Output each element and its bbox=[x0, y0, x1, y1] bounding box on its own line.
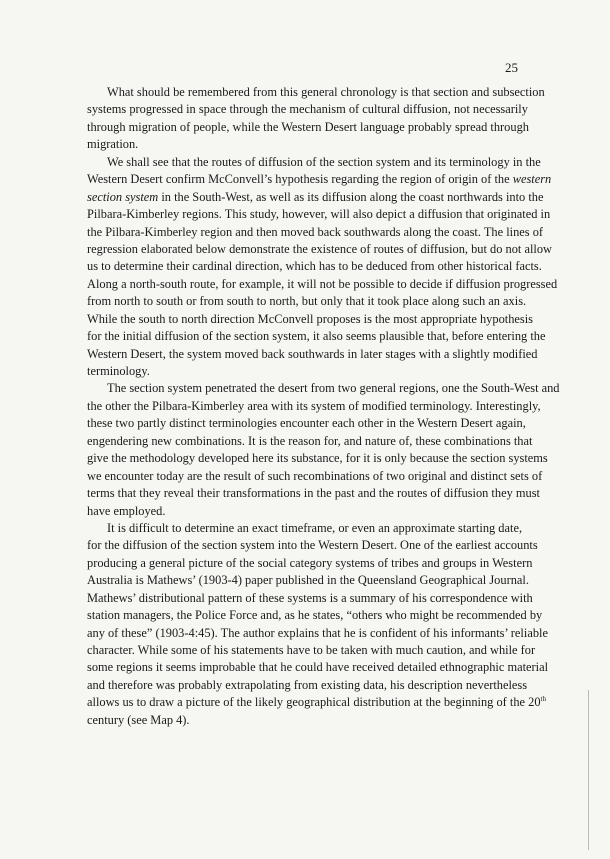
text-line bbox=[87, 503, 519, 520]
text-span: we encounter today are the result of such recombinations of two original and distinct sets of bbox=[87, 468, 543, 483]
text-span: terms that they reveal their transformations in the past and the routes of diffusion they must bbox=[87, 486, 540, 501]
page-edge-line bbox=[588, 690, 589, 850]
text-span: What should be remembered from this general chronology is that section and subsection bbox=[107, 85, 545, 99]
text-span: and therefore was probably extrapolating from existing data, his description nevertheless bbox=[87, 677, 528, 692]
text-line bbox=[87, 572, 529, 589]
text-span: Western Desert confirm McConvell’s hypothesis regarding the region of origin of the bbox=[87, 172, 513, 187]
text-line bbox=[87, 258, 542, 275]
text-span: have employed. bbox=[87, 503, 166, 518]
text-line bbox=[87, 485, 540, 502]
text-line bbox=[87, 450, 548, 467]
text-line bbox=[87, 468, 543, 485]
text-line bbox=[87, 712, 519, 729]
page-number: 25 bbox=[505, 60, 518, 75]
text-line bbox=[87, 84, 545, 101]
text-line bbox=[87, 415, 526, 432]
text-span: these two partly distinct terminologies encounter each other in the Western Desert again, bbox=[87, 416, 526, 431]
text-span: engendering new combinations. It is the reason for, and nature of, these combinations that bbox=[87, 433, 533, 448]
text-line bbox=[87, 555, 533, 572]
text-span: The section system penetrated the desert from two general regions, one the South-West and bbox=[107, 381, 560, 396]
text-span: some regions it seems improbable that he could have received detailed ethnographic material bbox=[87, 660, 549, 675]
text-line bbox=[87, 328, 546, 345]
italic-text: western bbox=[512, 172, 552, 187]
text-span: terminology. bbox=[87, 364, 150, 378]
text-span: We shall see that the routes of diffusion of the section system and its terminology in the bbox=[107, 154, 541, 169]
text-span: give the methodology developed here its substance, for it is only because the section systems bbox=[87, 451, 548, 466]
text-span: station managers, the Police Force and, as he states, “others who might be recommended by bbox=[87, 608, 543, 623]
paragraph bbox=[87, 520, 549, 729]
text-line bbox=[87, 311, 533, 328]
text-line bbox=[87, 677, 528, 694]
text-line bbox=[87, 119, 529, 136]
text-line bbox=[87, 642, 536, 659]
text-line bbox=[87, 154, 541, 171]
text-line bbox=[87, 625, 548, 642]
text-line bbox=[87, 363, 519, 380]
text-line bbox=[87, 398, 541, 415]
text-span: century (see Map 4). bbox=[87, 712, 190, 727]
text-line bbox=[87, 136, 519, 153]
text-line bbox=[87, 520, 523, 537]
text-line bbox=[87, 206, 551, 223]
italic-text: section system bbox=[87, 189, 159, 204]
text-span: Mathews’ distributional pattern of these systems is a summary of his correspondence with bbox=[87, 590, 533, 605]
text-span: in the South-West, as well as its diffusion along the coast northwards into the bbox=[158, 189, 544, 204]
text-span: Western Desert, the system moved back southwards in later stages with a slightly modified bbox=[87, 346, 538, 361]
text-line bbox=[87, 659, 549, 676]
text-span: While the south to north direction McConvell proposes is the most appropriate hypothesis bbox=[87, 311, 533, 326]
text-line bbox=[87, 590, 533, 607]
text-span: systems progressed in space through the mechanism of cultural diffusion, not necessarily bbox=[87, 102, 528, 117]
text-span: Australia is Mathews’ (1903-4) paper published in the Queensland Geographical Journal. bbox=[87, 573, 529, 588]
text-line bbox=[87, 293, 527, 310]
text-span: any of these” (1903-4:45). The author explains that he is confident of his informants’ reliable bbox=[87, 625, 548, 640]
text-span: for the diffusion of the section system into the Western Desert. One of the earliest accounts bbox=[87, 538, 538, 553]
text-line bbox=[87, 276, 558, 293]
text-line bbox=[87, 101, 528, 118]
text-line bbox=[87, 433, 533, 450]
text-span: through migration of people, while the Western Desert language probably spread through bbox=[87, 119, 529, 134]
text-span: from north to south or from south to north, but only that it took place along such an axis. bbox=[87, 294, 527, 309]
text-span: allows us to draw a picture of the likely geographical distribution at the beginning of the 20 bbox=[87, 695, 541, 710]
text-span: character. While some of his statements have to be taken with much caution, and while for bbox=[87, 643, 536, 657]
text-line bbox=[87, 241, 552, 258]
text-line bbox=[87, 346, 538, 363]
text-line bbox=[87, 380, 560, 397]
text-line bbox=[87, 607, 543, 624]
text-span: Pilbara-Kimberley regions. This study, however, will also depict a diffusion that originated in bbox=[87, 207, 551, 222]
text-line bbox=[87, 224, 544, 241]
text-line bbox=[87, 189, 544, 206]
text-span: the Pilbara-Kimberley region and then moved back southwards along the coast. The lines of bbox=[87, 224, 544, 239]
text-span: It is difficult to determine an exact timeframe, or even an approximate starting date, bbox=[107, 520, 523, 535]
text-line bbox=[87, 171, 552, 188]
text-line bbox=[87, 694, 546, 711]
paragraph bbox=[87, 380, 560, 520]
body-text bbox=[87, 84, 560, 729]
text-span: regression elaborated below demonstrate the existence of routes of diffusion, but do not allow bbox=[87, 241, 552, 256]
text-line bbox=[87, 537, 538, 554]
text-span: Along a north-south route, for example, it will not be possible to decide if diffusion progressed bbox=[87, 276, 558, 291]
paragraph bbox=[87, 84, 545, 154]
text-span: producing a general picture of the social category systems of tribes and groups in Western bbox=[87, 555, 533, 570]
text-span: us to determine their cardinal direction, which has to be deduced from other historical facts. bbox=[87, 259, 542, 274]
superscript: th bbox=[540, 695, 546, 704]
text-span: migration. bbox=[87, 137, 139, 152]
text-span: the other the Pilbara-Kimberley area with its system of modified terminology. Interestingly, bbox=[87, 398, 541, 413]
text-span: for the initial diffusion of the section system, it also seems plausible that, before entering the bbox=[87, 329, 546, 344]
paragraph bbox=[87, 154, 558, 381]
